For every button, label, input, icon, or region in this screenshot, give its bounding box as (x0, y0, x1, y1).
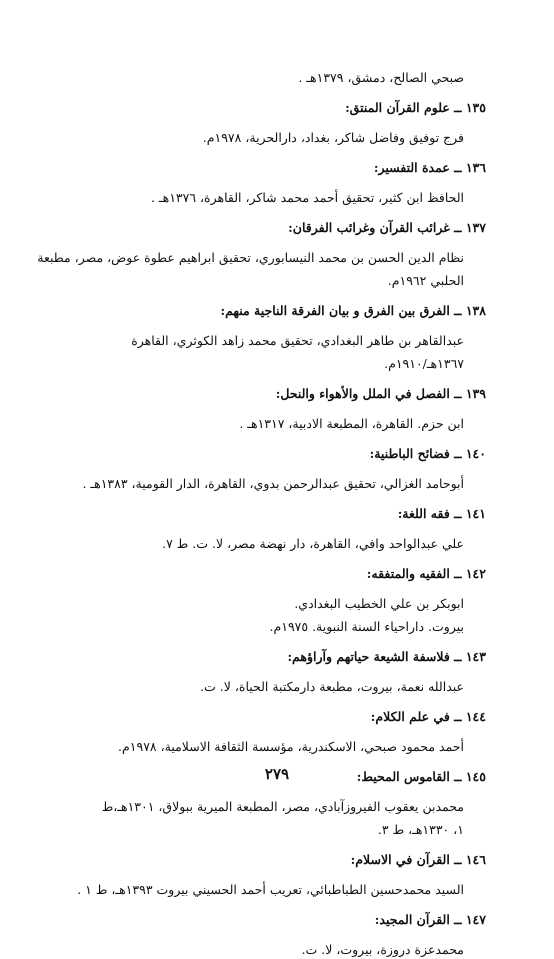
entry-title: ١٤٦ ــ القرآن في الاسلام: (350, 852, 486, 867)
entry-title: ١٣٥ ــ علوم القرآن المنتق: (345, 100, 486, 115)
entry-detail: علي عبدالواحد وافي، القاهرة، دار نهضة مصر، لا. ت. ط ٧. (162, 536, 464, 551)
entry-detail: فرج توفيق وفاضل شاكر، بغداد، دارالحرية، ١٩٧٨م. (202, 130, 464, 145)
entry-detail: ابوبكر بن علي الخطيب البغدادي. (294, 596, 464, 611)
entry-detail: السيد محمدحسين الطباطبائي، تعريب أحمد الحسيني بيروت ١٣٩٣هـ، ط ١ . (77, 882, 464, 897)
entry-detail: أحمد محمود صبحي، الاسكندرية، مؤسسة الثقافة الاسلامية، ١٩٧٨م. (118, 739, 464, 754)
entry-title: ١٣٧ ــ غرائب القرآن وغرائب الفرقان: (288, 220, 486, 235)
entry-title: ١٤٠ ــ فضائح الباطنية: (369, 446, 486, 461)
entry-detail: عبدالقاهر بن طاهر البغدادي، تحقيق محمد زاهد الكوثري، القاهرة (131, 333, 464, 348)
entry-title: ١٤٥ ــ القاموس المحيط: (356, 769, 486, 784)
entry-detail: ابن حزم. القاهرة، المطبعة الادبية، ١٣١٧هـ . (239, 416, 464, 431)
entry-title: ١٣٩ ــ الفصل في الملل والأهواء والنحل: (275, 386, 486, 401)
entry-title: ١٤٢ ــ الفقيه والمتفقه: (366, 566, 486, 581)
entry-title: ١٤٤ ــ في علم الكلام: (370, 709, 486, 724)
entry-title: ١٤١ ــ فقه اللغة: (397, 506, 486, 521)
entry-detail: الحافظ ابن كثير، تحقيق أحمد محمد شاكر، القاهرة، ١٣٧٦هـ . (150, 190, 464, 205)
entry-detail: أبوحامد الغزالي، تحقيق عبدالرحمن بدوي، القاهرة، الدار القومية، ١٣٨٣هـ . (82, 476, 464, 491)
entry-detail-continued: الحلبي ١٩٦٢م. (387, 273, 464, 288)
entry-title: ١٤٧ ــ القرآن المجيد: (374, 912, 486, 927)
entry-detail: صبحي الصالح، دمشق، ١٣٧٩هـ . (298, 70, 464, 85)
entry-detail-continued: ١٣٦٧هـ/١٩١٠م. (384, 356, 464, 371)
entry-detail: نظام الدين الحسن بن محمد النيسابوري، تحقيق ابراهيم عطوة عوض، مصر، مطبعة (37, 250, 464, 265)
entry-detail-continued: بيروت. داراحياء السنة النبوية. ١٩٧٥م. (269, 619, 464, 634)
entry-title: ١٣٦ ــ عمدة التفسير: (373, 160, 486, 175)
entry-detail: محمدبن يعقوب الفيروزآبادي، مصر، المطبعة الميرية ببولاق، ١٣٠١هـ،ط (101, 799, 464, 814)
entry-detail-continued: ١، ١٣٣٠هـ، ط ٣. (377, 822, 464, 837)
entry-title: ١٤٣ ــ فلاسفة الشيعة حياتهم وآراؤهم: (287, 649, 486, 664)
entry-detail: عبدالله نعمة، بيروت، مطبعة دارمكتبة الحياة، لا. ت. (200, 679, 464, 694)
entry-detail: محمدعزة دروزة، بيروت، لا. ت. (301, 942, 464, 957)
entry-title: ١٣٨ ــ الفرق بين الفرق و بيان الفرقة الناجية منهم: (220, 303, 486, 318)
page-number: ٢٧٩ (264, 765, 290, 783)
